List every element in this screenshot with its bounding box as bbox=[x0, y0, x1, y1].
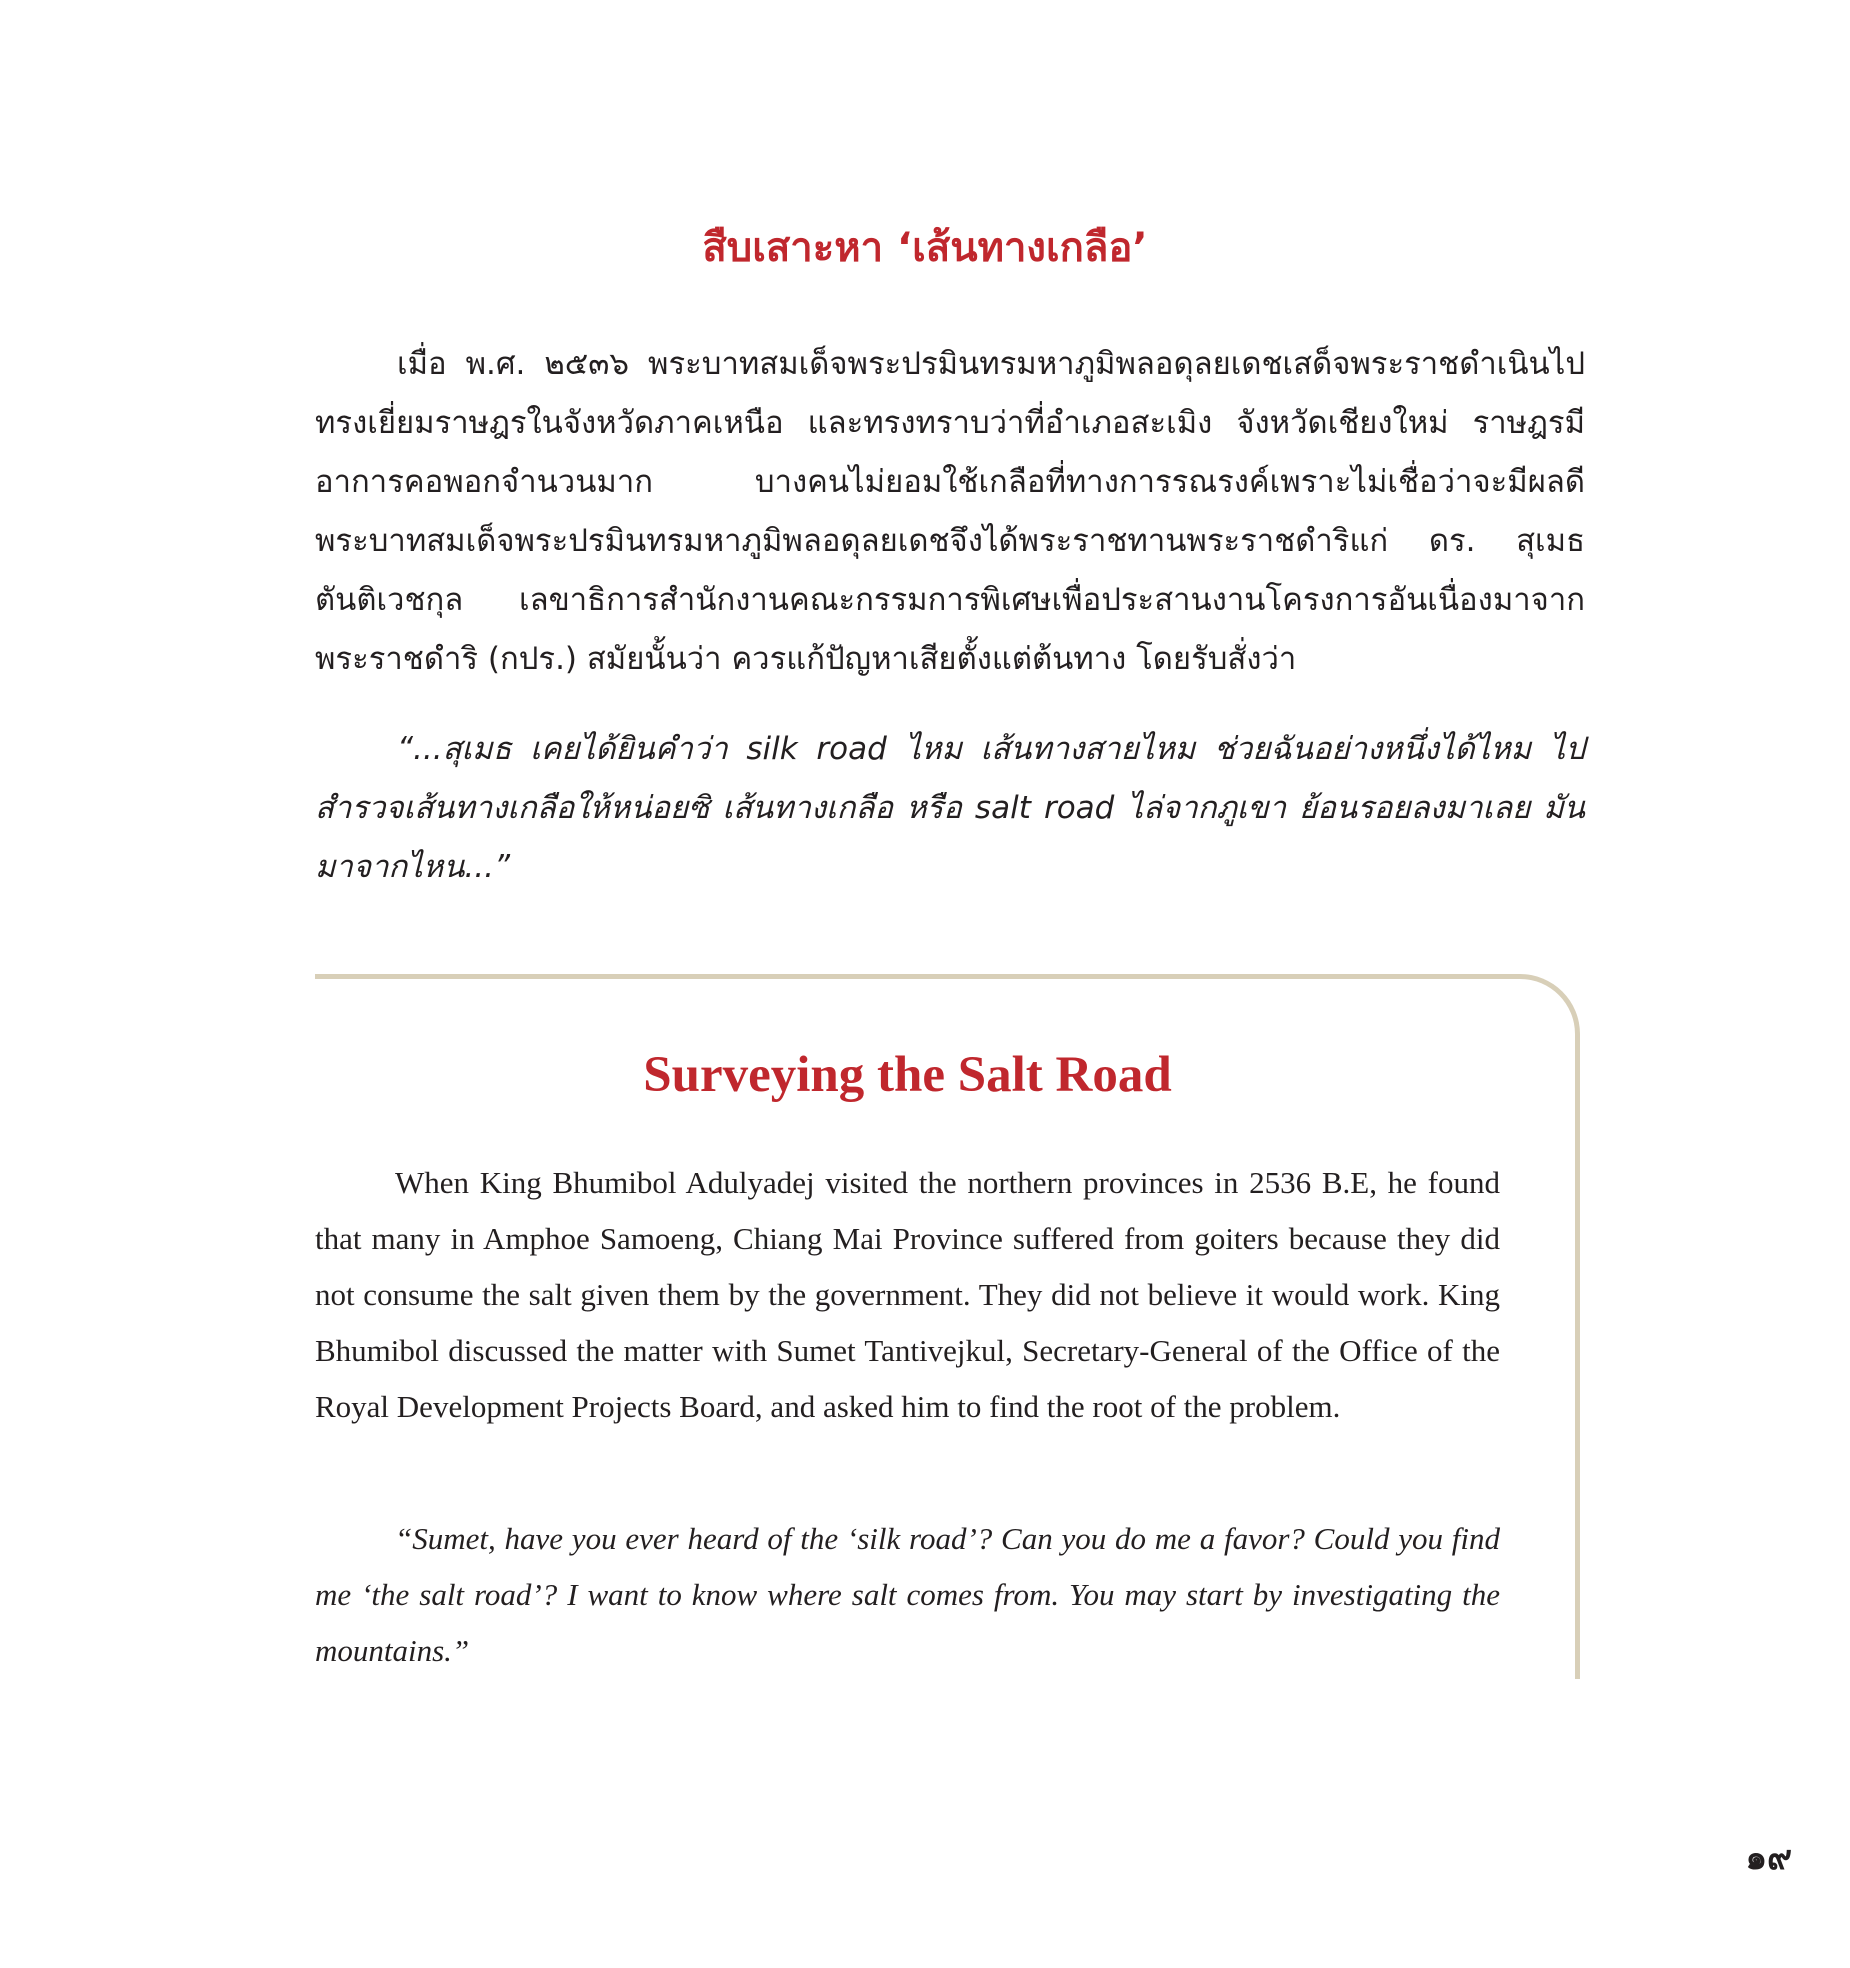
english-royal-quote: “Sumet, have you ever heard of the ‘silk road’? Can you do me a favor? Could you find me ‘the salt road’? I want to know where salt comes from. You may start by investigating the mountains.” bbox=[315, 1521, 1500, 1668]
page-number: ๑๙ bbox=[1745, 1838, 1792, 1878]
thai-section-title: สืบเสาะหา ‘เส้นทางเกลือ’ bbox=[702, 225, 1148, 271]
thai-body-paragraph: เมื่อ พ.ศ. ๒๕๓๖ พระบาทสมเด็จพระปรมินทรมหาภูมิพลอดุลยเดชเสด็จพระราชดำเนินไปทรงเยี่ยมราษฎรในจังหวัดภาคเหนือ และทรงทราบว่าที่อำเภอสะเมิง จังหวัดเชียงใหม่ ราษฎรมีอาการคอพอกจำนวนมาก บางคนไม่ยอมใช้เกลือที่ทางการรณรงค์เพราะไม่เชื่อว่าจะมีผลดี พระบาทสมเด็จพระปรมินทรมหาภูมิพลอดุลยเดชจึงได้พระราชทานพระราชดำริแก่ ดร. สุเมธ ตันติเวชกุล เลขาธิการสำนักงานคณะกรรมการพิเศษเพื่อประสานงานโครงการอันเนื่องมาจากพระราชดำริ (กปร.) สมัยนั้นว่า ควรแก้ปัญหาเสียตั้งแต่ต้นทาง โดยรับสั่งว่า bbox=[315, 346, 1585, 677]
thai-royal-quote: “...สุเมธ เคยได้ยินคำว่า silk road ไหม เส้นทางสายไหม ช่วยฉันอย่างหนึ่งได้ไหม ไปสำรวจเส้นทางเกลือให้หน่อยซิ เส้นทางเกลือ หรือ salt road ไล่จากภูเขา ย้อนรอยลงมาเลย มันมาจากไหน...” bbox=[315, 731, 1585, 885]
english-section-title: Surveying the Salt Road bbox=[643, 1047, 1172, 1103]
english-body-paragraph: When King Bhumibol Adulyadej visited the northern provinces in 2536 B.E, he found that many in Amphoe Samoeng, Chiang Mai Province suffered from goiters because they did not consume the salt given them by the government. They did not believe it would work. King Bhumibol discussed the matter with Sumet Tantivejkul, Secretary-General of the Office of the Royal Development Projects Board, and asked him to find the root of the problem. bbox=[315, 1165, 1500, 1424]
